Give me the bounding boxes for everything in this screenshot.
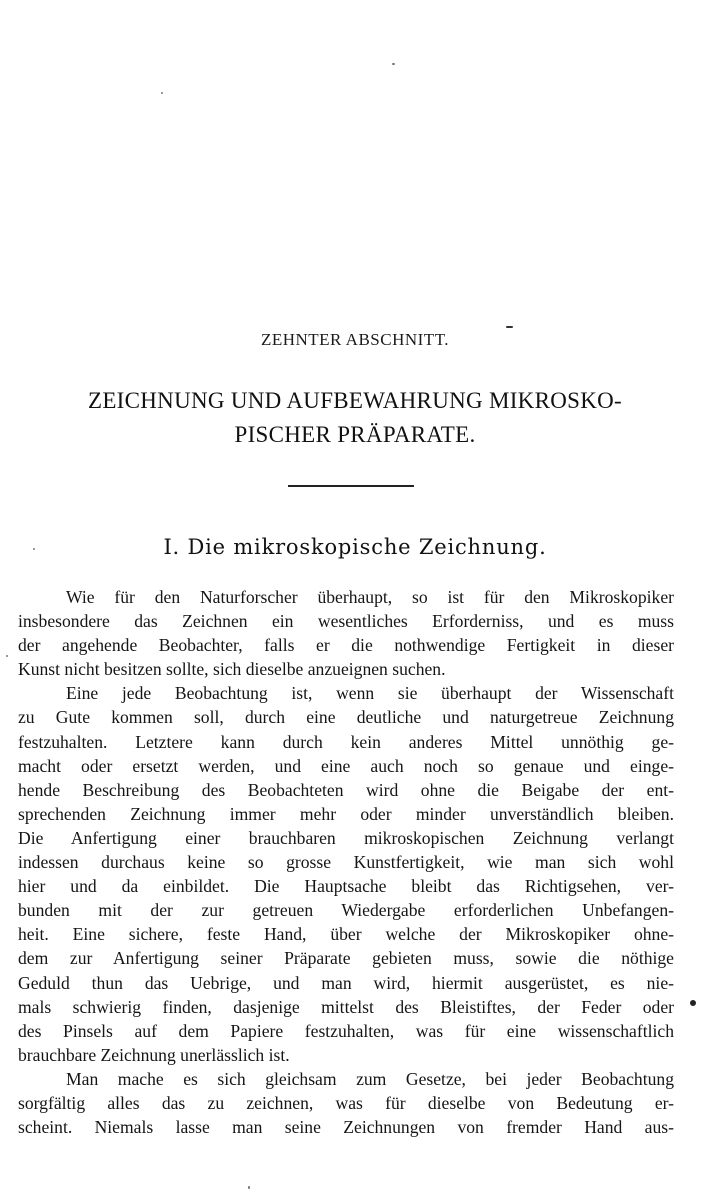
text-line: Eine jede Beobachtung ist, wenn sie überhaupt der Wissenschaft <box>66 683 674 704</box>
text-line: bunden mit der zur getreuen Wiedergabe erforderlichen Unbefangen- <box>18 900 674 921</box>
text-line: indessen durchaus keine so grosse Kunstfertigkeit, wie man sich wohl <box>18 852 674 873</box>
text-line: brauchbare Zeichnung unerlässlich ist. <box>18 1044 290 1065</box>
chapter-title-line: ZEICHNUNG UND AUFBEWAHRUNG MIKROSKO- <box>87 388 623 413</box>
text-line: mals schwierig finden, dasjenige mittelst des Bleistiftes, der Feder oder <box>18 996 674 1017</box>
text-line: insbesondere das Zeichnen ein wesentliches Erforderniss, und es muss <box>18 611 674 632</box>
chapter-title-line: PISCHER PRÄPARATE. <box>234 422 476 447</box>
text-line: hier und da einbildet. Die Hauptsache bleibt das Richtigsehen, ver- <box>18 876 674 897</box>
print-speck <box>6 655 8 657</box>
sub-heading: I. Die mikroskopische Zeichnung. <box>163 535 547 559</box>
print-speck <box>248 1186 250 1189</box>
text-line: Geduld thun das Uebrige, und man wird, hiermit ausgerüstet, es nie- <box>18 972 674 993</box>
text-line: macht oder ersetzt werden, und eine auch noch so genaue und einge- <box>18 755 674 776</box>
section-label: ZEHNTER ABSCHNITT. <box>260 330 450 349</box>
chapter-title <box>0 384 710 452</box>
print-speck <box>161 92 163 94</box>
text-line: sorgfältig alles das zu zeichnen, was für dieselbe von Bedeutung er- <box>18 1092 674 1113</box>
print-speck <box>392 63 395 65</box>
print-speck <box>690 1000 696 1006</box>
text-line: Kunst nicht besitzen sollte, sich dieselbe anzueignen suchen. <box>18 659 446 680</box>
text-line: festzuhalten. Letztere kann durch kein anderes Mittel unnöthig ge- <box>18 731 674 752</box>
text-line: zu Gute kommen soll, durch eine deutliche und naturgetreue Zeichnung <box>18 707 674 728</box>
text-line: des Pinsels auf dem Papiere festzuhalten, was für eine wissenschaftlich <box>18 1020 674 1041</box>
title-divider <box>288 485 414 487</box>
text-line: sprechenden Zeichnung immer mehr oder minder unverständlich bleiben. <box>18 803 674 824</box>
text-line: Man mache es sich gleichsam zum Gesetze, bei jeder Beobachtung <box>66 1068 674 1089</box>
text-line: der angehende Beobachter, falls er die nothwendige Fertigkeit in dieser <box>18 635 674 656</box>
print-speck <box>506 326 513 328</box>
text-line: Wie für den Naturforscher überhaupt, so ist für den Mikroskopiker <box>66 587 674 607</box>
text-line: dem zur Anfertigung seiner Präparate gebieten muss, sowie die nöthige <box>18 948 674 969</box>
body-text <box>18 585 674 1139</box>
text-line: heit. Eine sichere, feste Hand, über welche der Mikroskopiker ohne- <box>18 924 674 945</box>
text-line: hende Beschreibung des Beobachteten wird ohne die Beigabe der ent- <box>18 779 674 800</box>
text-line: Die Anfertigung einer brauchbaren mikroskopischen Zeichnung verlangt <box>18 827 674 848</box>
text-line: scheint. Niemals lasse man seine Zeichnungen von fremder Hand aus- <box>18 1117 674 1138</box>
